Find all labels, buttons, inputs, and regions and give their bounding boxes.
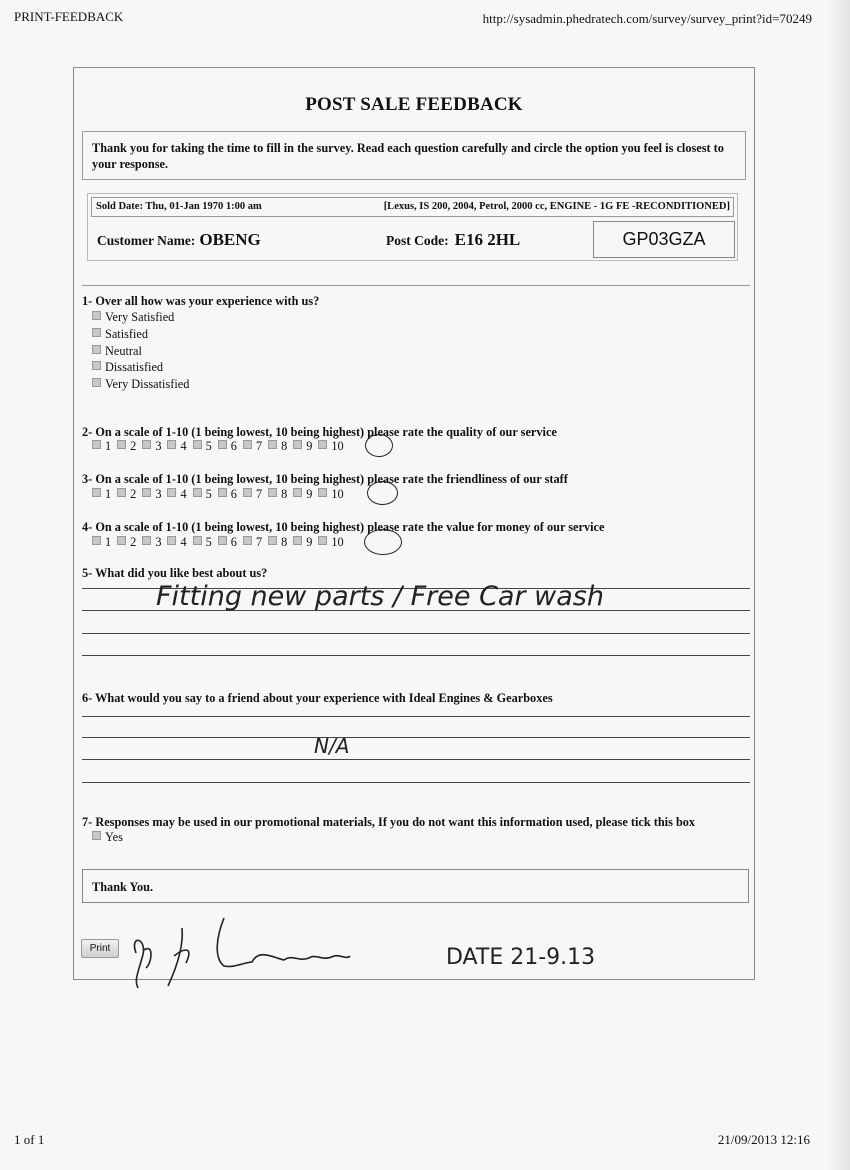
intro-text: Thank you for taking the time to fill in the survey. Read each question carefully and circle the option you feel is closest to your response. bbox=[82, 131, 746, 180]
customer-name-row bbox=[97, 230, 261, 250]
scale-label: 6 bbox=[230, 439, 237, 453]
checkbox[interactable] bbox=[142, 488, 151, 497]
question-6: 6- What would you say to a friend about your experience with Ideal Engines & Gearboxes bbox=[82, 691, 553, 705]
scale-label: 1 bbox=[105, 535, 112, 549]
q1-options bbox=[92, 309, 189, 393]
scale-option[interactable] bbox=[318, 535, 343, 550]
q1-option[interactable]: Very Satisfied bbox=[92, 309, 189, 326]
scale-label: 9 bbox=[306, 535, 313, 549]
customer-signature bbox=[124, 918, 374, 998]
sold-row bbox=[91, 197, 734, 217]
scale-label: 7 bbox=[255, 535, 263, 549]
q3-scale bbox=[92, 487, 350, 502]
question-2: 2- On a scale of 1-10 (1 being lowest, 10 being highest) please rate the quality of our service bbox=[82, 425, 557, 439]
scale-option[interactable] bbox=[167, 535, 186, 550]
q7-option-yes[interactable]: Yes bbox=[92, 829, 123, 846]
checkbox[interactable] bbox=[142, 536, 151, 545]
scale-option[interactable] bbox=[142, 439, 161, 454]
scale-label: 2 bbox=[130, 487, 137, 501]
checkbox[interactable] bbox=[92, 831, 101, 840]
scale-label: 4 bbox=[180, 487, 187, 501]
page-edge-shadow bbox=[828, 0, 850, 1170]
form-title: POST SALE FEEDBACK bbox=[305, 94, 523, 115]
checkbox[interactable] bbox=[218, 536, 227, 545]
checkbox[interactable] bbox=[117, 536, 126, 545]
page-count: 1 of 1 bbox=[14, 1132, 45, 1147]
scale-option[interactable] bbox=[318, 487, 343, 502]
q2-scale bbox=[92, 439, 350, 454]
print-timestamp: 21/09/2013 12:16 bbox=[717, 1132, 810, 1147]
checkbox[interactable] bbox=[293, 440, 302, 449]
scale-label: 4 bbox=[180, 535, 187, 549]
q6-handwritten-answer: N/A bbox=[314, 734, 350, 758]
scale-label: 1 bbox=[105, 439, 112, 453]
section-divider bbox=[82, 285, 750, 286]
scale-option[interactable] bbox=[92, 535, 111, 550]
scale-option[interactable] bbox=[243, 535, 262, 550]
scale-label: 2 bbox=[130, 439, 137, 453]
q4-scale bbox=[92, 535, 350, 550]
scale-option[interactable] bbox=[167, 439, 186, 454]
q7-options bbox=[92, 829, 123, 846]
checkbox[interactable] bbox=[268, 488, 277, 497]
q1-option[interactable]: Satisfied bbox=[92, 326, 189, 343]
scale-option[interactable] bbox=[193, 487, 212, 502]
checkbox[interactable] bbox=[193, 536, 202, 545]
scale-label: 5 bbox=[205, 439, 212, 453]
checkbox[interactable] bbox=[142, 440, 151, 449]
scale-label: 8 bbox=[281, 439, 288, 453]
q1-option[interactable]: Dissatisfied bbox=[92, 359, 189, 376]
question-3: 3- On a scale of 1-10 (1 being lowest, 10 being highest) please rate the friendliness of our staff bbox=[82, 472, 568, 486]
scale-label: 5 bbox=[205, 535, 212, 549]
scale-option[interactable] bbox=[218, 487, 237, 502]
checkbox[interactable] bbox=[218, 488, 227, 497]
q5-handwritten-answer: Fitting new parts / Free Car wash bbox=[156, 581, 604, 612]
checkbox[interactable] bbox=[293, 488, 302, 497]
scale-option[interactable] bbox=[293, 487, 312, 502]
q6-answer-lines[interactable] bbox=[82, 716, 750, 788]
checkbox[interactable] bbox=[318, 488, 327, 497]
customer-name: OBENG bbox=[199, 230, 261, 249]
scale-label: 10 bbox=[331, 535, 344, 549]
print-header-url: http://sysadmin.phedratech.com/survey/survey_print?id=70249 bbox=[482, 11, 812, 26]
print-button[interactable]: Print bbox=[81, 939, 119, 958]
checkbox[interactable] bbox=[167, 488, 176, 497]
q3-answer-circle bbox=[367, 481, 398, 505]
postcode-label: Post Code: bbox=[386, 233, 449, 248]
question-7: 7- Responses may be used in our promotional materials, If you do not want this information used, please tick this box bbox=[82, 815, 696, 829]
scale-label: 3 bbox=[155, 439, 162, 453]
scale-option[interactable] bbox=[243, 439, 262, 454]
registration-plate: GP03GZA bbox=[593, 221, 735, 258]
feedback-form bbox=[73, 67, 755, 980]
scale-option[interactable] bbox=[218, 439, 237, 454]
question-4: 4- On a scale of 1-10 (1 being lowest, 10 being highest) please rate the value for money of our service bbox=[82, 520, 605, 534]
scale-label: 1 bbox=[105, 487, 112, 501]
scale-option[interactable] bbox=[117, 535, 136, 550]
checkbox[interactable] bbox=[318, 440, 327, 449]
scale-option[interactable] bbox=[142, 535, 161, 550]
checkbox[interactable] bbox=[243, 440, 252, 449]
scale-label: 6 bbox=[230, 535, 237, 549]
sold-date: Sold Date: Thu, 01-Jan 1970 1:00 am bbox=[96, 201, 262, 212]
scale-label: 3 bbox=[155, 535, 162, 549]
scale-option[interactable] bbox=[92, 439, 111, 454]
vehicle-details: [Lexus, IS 200, 2004, Petrol, 2000 cc, ENGINE - 1G FE -RECONDITIONED] bbox=[383, 201, 730, 212]
scale-label: 3 bbox=[155, 487, 162, 501]
scale-option[interactable] bbox=[268, 439, 287, 454]
scale-option[interactable] bbox=[193, 535, 212, 550]
checkbox[interactable] bbox=[193, 440, 202, 449]
scale-option[interactable] bbox=[243, 487, 262, 502]
checkbox[interactable] bbox=[218, 440, 227, 449]
scale-label: 7 bbox=[255, 439, 263, 453]
print-header-title: PRINT-FEEDBACK bbox=[14, 9, 124, 24]
scale-label: 8 bbox=[281, 535, 288, 549]
checkbox[interactable] bbox=[92, 345, 101, 354]
checkbox[interactable] bbox=[167, 536, 176, 545]
checkbox[interactable] bbox=[92, 328, 101, 337]
postcode-row bbox=[386, 230, 520, 250]
scale-label: 4 bbox=[180, 439, 187, 453]
q2-answer-circle bbox=[365, 434, 393, 457]
scale-option[interactable] bbox=[318, 439, 343, 454]
checkbox[interactable] bbox=[268, 536, 277, 545]
q1-option[interactable]: Neutral bbox=[92, 343, 189, 360]
scale-option[interactable] bbox=[167, 487, 186, 502]
scale-option[interactable] bbox=[268, 487, 287, 502]
postcode: E16 2HL bbox=[454, 230, 521, 249]
checkbox[interactable] bbox=[92, 378, 101, 387]
checkbox[interactable] bbox=[293, 536, 302, 545]
thank-you-box: Thank You. bbox=[82, 869, 749, 903]
checkbox[interactable] bbox=[193, 488, 202, 497]
q4-answer-circle bbox=[364, 529, 402, 555]
scale-label: 2 bbox=[130, 535, 137, 549]
question-5: 5- What did you like best about us? bbox=[82, 566, 268, 580]
scale-option[interactable] bbox=[268, 535, 287, 550]
scale-label: 7 bbox=[255, 487, 263, 501]
scale-option[interactable] bbox=[142, 487, 161, 502]
scale-label: 6 bbox=[230, 487, 237, 501]
question-1: 1- Over all how was your experience with us? bbox=[82, 294, 320, 308]
customer-name-label: Customer Name: bbox=[97, 233, 196, 248]
checkbox[interactable] bbox=[92, 440, 101, 449]
checkbox[interactable] bbox=[167, 440, 176, 449]
scale-option[interactable] bbox=[218, 535, 237, 550]
checkbox[interactable] bbox=[92, 536, 101, 545]
checkbox[interactable] bbox=[92, 488, 101, 497]
checkbox[interactable] bbox=[318, 536, 327, 545]
scale-option[interactable] bbox=[193, 439, 212, 454]
scale-label: 9 bbox=[306, 439, 313, 453]
checkbox[interactable] bbox=[243, 536, 252, 545]
scale-label: 8 bbox=[281, 487, 288, 501]
handwritten-date: DATE 21-9.13 bbox=[446, 945, 596, 970]
scale-option[interactable] bbox=[293, 535, 312, 550]
checkbox[interactable] bbox=[243, 488, 252, 497]
scale-label: 9 bbox=[306, 487, 313, 501]
checkbox[interactable] bbox=[268, 440, 277, 449]
scale-option[interactable] bbox=[117, 439, 136, 454]
scale-option[interactable] bbox=[117, 487, 136, 502]
scale-option[interactable] bbox=[293, 439, 312, 454]
customer-info-box bbox=[87, 193, 738, 261]
checkbox[interactable] bbox=[92, 311, 101, 320]
scale-option[interactable] bbox=[92, 487, 111, 502]
checkbox[interactable] bbox=[92, 361, 101, 370]
scale-label: 10 bbox=[331, 439, 344, 453]
checkbox[interactable] bbox=[117, 488, 126, 497]
scale-label: 10 bbox=[331, 487, 344, 501]
q1-option[interactable]: Very Dissatisfied bbox=[92, 376, 189, 393]
checkbox[interactable] bbox=[117, 440, 126, 449]
scale-label: 5 bbox=[205, 487, 212, 501]
